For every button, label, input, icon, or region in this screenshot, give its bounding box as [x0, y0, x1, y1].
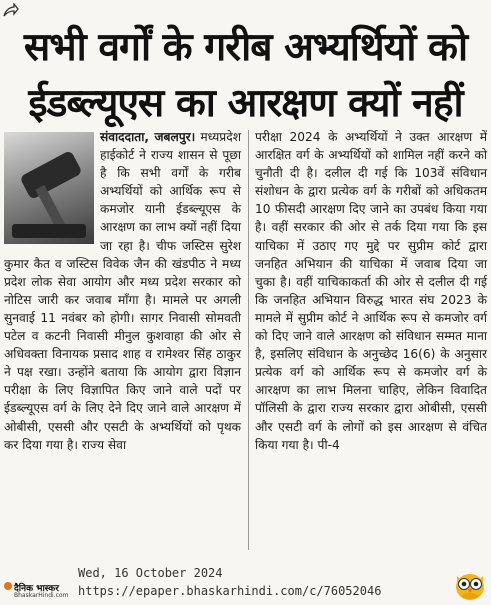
- epaper-url[interactable]: https://epaper.bhaskarhindi.com/c/76052046: [78, 584, 382, 598]
- owl-icon: [453, 568, 487, 602]
- brand-logo-icon: [4, 582, 12, 590]
- column-divider: [248, 130, 249, 550]
- epaper-date: Wed, 16 October 2024: [78, 566, 223, 580]
- article-body: [4, 128, 487, 558]
- article-paragraph-1: मध्यप्रदेश हाईकोर्ट ने राज्य शासन से पूछा है कि सभी वर्गों के गरीब अभ्यर्थियों को आर्थिक रूप से कमजोर यानी ईडब्ल्यूएस के आरक्षण का लाभ क्यों नहीं दिया जा रहा है। चीफ जस्टिस सुरेश कुमार कैत व जस्टिस विवेक जैन की खंडपीठ ने मध्य प्रदेश लोक सेवा आयोग और मध्य प्रदेश सरकार को नोटिस जारी कर जवाब माँगा है। मामले पर अगली सुनवाई 11 नवंबर को होगी।: [4, 130, 241, 325]
- headline-line-1: सभी वर्गों के गरीब अभ्यर्थियों को: [23, 25, 468, 70]
- article-paragraph-3: परीक्षा 2024 के अभ्यर्थियों ने उक्त आरक्षण में आरक्षित वर्ग के अभ्यर्थियों को शामिल नहीं करने को चुनौती दी है। दलील दी गई कि 103वें संविधान संशोधन के द्वारा प्रत्येक वर्ग के गरीबों को अधिकतम 10 फीसदी आरक्षण दिए जाने का उपबंध किया गया है।: [255, 130, 487, 235]
- article-paragraph-2: सागर निवासी सोमवती पटेल व कटनी निवासी मीनुल कुशवाहा की ओर से अधिवक्ता विनायक प्रसाद शाह व रामेश्वर सिंह ठाकुर ने पक्ष रखा। उन्होंने बताया कि आयोग द्वारा विज्ञान परीक्षा के लिए विज्ञापित किए जाने वाले पदों पर ईडब्ल्यूएस वर्ग के लिए देने दिए जाने वाले आरक्षण में ओबीसी, एससी और एसटी के अभ्यर्थियों को पृथक कर दिया गया है। राज्य सेवा: [4, 310, 241, 452]
- share-icon[interactable]: [3, 3, 19, 17]
- article-column-right: [255, 128, 487, 454]
- headline: [8, 20, 483, 132]
- brand-logo-text: दैनिक भास्कर: [14, 584, 59, 594]
- headline-line-2: ईडब्ल्यूएस का आरक्षण क्यों नहीं: [28, 81, 463, 126]
- dateline: संवाददाता, जबलपुर।: [100, 130, 196, 144]
- article-column-left: [4, 128, 241, 454]
- article-paragraph-4: वहीं सरकार की ओर से तर्क दिया गया कि इस याचिका में उठाए गए मुद्दे पर सुप्रीम कोर्ट द्वारा जनहित अभियान की याचिका में जवाब दिया जा चुका है। वहीं याचिकाकर्ता की ओर से दलील दी गई कि जनहित अभियान विरुद्ध भारत संघ 2023 के मामले में सुप्रीम कोर्ट ने आर्थिक रूप से कमजोर वर्ग को दिए जाने वाले आरक्षण को संविधान सम्मत माना है, इसलिए संविधान के अनुच्छेद 16(6) के अनुसार प्रत्येक वर्ग को आर्थिक रूप से कमजोर वर्ग के आरक्षण का लाभ मिलना चाहिए, लेकिन विवादित पॉलिसी के द्वारा राज्य सरकार द्वारा ओबीसी, एससी और एसटी वर्ग के लोगों को इस आरक्षण से वंचित किया गया है। पी-4: [255, 220, 487, 452]
- brand-logo-subtext: BhaskarHindi.com: [14, 592, 69, 599]
- gavel-photo: [4, 132, 94, 244]
